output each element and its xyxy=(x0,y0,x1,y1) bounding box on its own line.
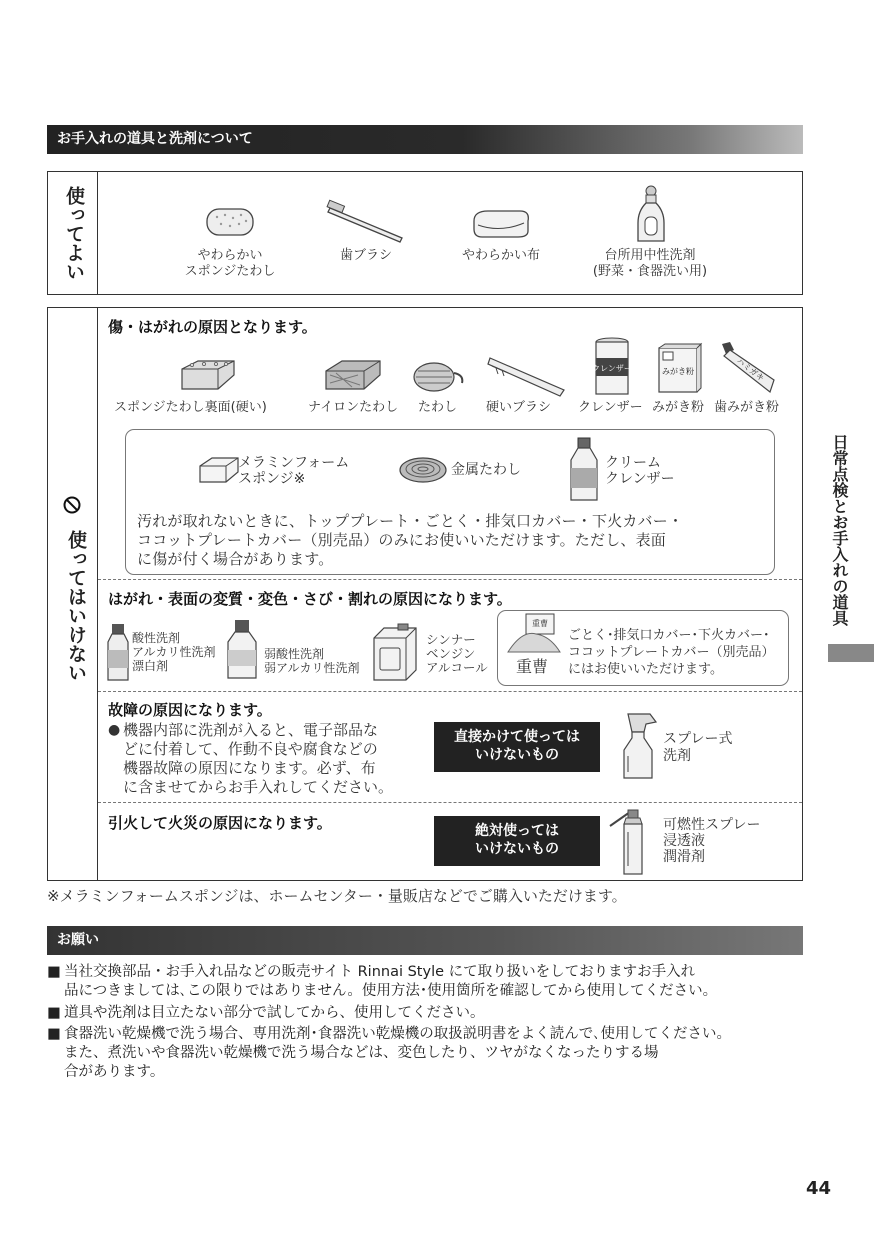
failure-warning-text: 機器内部に洗剤が入ると、電子部品な どに付着して、作動不良や腐食などの 機器故障の原因になります。必ず、布 に含ませてからお手入れしてください。 xyxy=(123,721,394,796)
baking-soda-pack-label: 重曹 xyxy=(532,619,548,628)
nylon-scrubber-icon xyxy=(322,357,384,393)
toothpaste-tube-label: ハミガキ xyxy=(734,356,766,384)
section-header: お手入れの道具と洗剤について xyxy=(47,125,803,154)
divider xyxy=(98,579,802,580)
ng-label: 使ってはいけない xyxy=(65,529,87,682)
cleanser-can-label: クレンザー xyxy=(592,364,632,373)
ng-item-label: ナイロンたわし xyxy=(308,400,399,415)
sponge-icon xyxy=(205,205,255,239)
flammable-items-label: 可燃性スプレー 浸透液 潤滑剤 xyxy=(663,817,761,865)
ng-item-label: 硬いブラシ xyxy=(486,400,552,415)
request-marker: ■ xyxy=(47,964,61,980)
aerosol-can-icon xyxy=(604,806,660,876)
baking-soda-note: ごとく･排気口カバー･下火カバー･ ココットプレートカバー（別売品） にはお使いいただけます。 xyxy=(568,628,775,677)
weak-acid-detergent-bottle-icon xyxy=(224,618,260,680)
polishing-powder-label: みがき粉 xyxy=(662,367,694,376)
melamine-sponge-icon xyxy=(198,456,240,484)
ok-item-label: 台所用中性洗剤 (野菜・食器洗い用) xyxy=(592,248,708,279)
ng-chemical-label: 酸性洗剤 アルカリ性洗剤 漂白剤 xyxy=(132,631,216,673)
footnote: ※メラミンフォームスポンジは、ホームセンター・量販店などでご購入いただけます。 xyxy=(47,887,627,905)
cream-cleanser-icon xyxy=(567,436,601,504)
ng-section-title: はがれ・表面の変質・変色・さび・割れの原因になります。 xyxy=(108,590,512,608)
thinner-can-icon xyxy=(370,624,422,682)
cloth-icon xyxy=(470,207,532,241)
scrubbing-brush-icon xyxy=(410,355,468,395)
sub-item-label: 金属たわし xyxy=(451,462,521,478)
divider xyxy=(98,802,802,803)
steel-wool-icon xyxy=(398,455,448,485)
ng-chemical-label: シンナー ベンジン アルコール xyxy=(426,632,488,675)
ng-chemical-label: 弱酸性洗剤 弱アルカリ性洗剤 xyxy=(264,647,360,675)
ng-section-title: 故障の原因になります。 xyxy=(108,701,272,719)
request-marker: ■ xyxy=(47,1005,61,1021)
side-chapter-tab: 日常点検とお手入れの道具 xyxy=(830,434,849,626)
hard-brush-icon xyxy=(486,354,566,398)
ng-section-title: 引火して火災の原因になります。 xyxy=(108,814,332,832)
ng-section-title: 傷・はがれの原因となります。 xyxy=(108,318,317,336)
ng-item-label: みがき粉 xyxy=(652,400,705,415)
toothbrush-icon xyxy=(326,200,406,245)
request-marker: ■ xyxy=(47,1026,61,1042)
sub-item-label: クリーム クレンザー xyxy=(605,455,675,487)
prohibited-icon xyxy=(63,496,81,514)
request-item: 道具や洗剤は目立たない部分で試してから、使用してください。 xyxy=(64,1005,485,1021)
side-tab-marker xyxy=(828,644,874,662)
toothpaste-tube-icon xyxy=(718,340,780,394)
spray-detergent-label: スプレー式 洗剤 xyxy=(663,731,733,764)
ng-item-label: クレンザー xyxy=(578,400,643,415)
no-direct-spray-badge: 直接かけて使っては いけないもの xyxy=(434,722,600,772)
baking-soda-label: 重曹 xyxy=(516,657,549,676)
ng-item-label: たわし xyxy=(418,400,458,415)
conditional-use-note: 汚れが取れないときに、トッププレート・ごとく・排気口カバー・下火カバー・ ココットプレートカバー（別売品）のみにお使いいただけます。ただし、表面 に傷が付く場合があります。 xyxy=(137,512,684,568)
ng-item-label: 歯みがき粉 xyxy=(714,400,780,415)
request-item: 当社交換部品・お手入れ品などの販売サイト Rinnai Style にて取り扱いをしておりますお手入れ 品につきましては､この限りではありません。使用方法･使用箇所を確認してから使用してください。 xyxy=(64,964,718,999)
acid-detergent-bottle-icon xyxy=(106,622,130,682)
ng-item-label: スポンジたわし裏面(硬い) xyxy=(114,400,267,415)
baking-soda-icon xyxy=(504,612,564,658)
divider xyxy=(98,691,802,692)
cleanser-can-icon xyxy=(592,336,632,398)
bullet-marker: ● xyxy=(108,722,121,738)
ok-item-label: 歯ブラシ xyxy=(339,248,392,263)
ok-item-label: やわらかい布 xyxy=(461,248,540,263)
detergent-bottle-icon xyxy=(634,183,668,245)
page-number: 44 xyxy=(806,1178,832,1199)
request-item: 食器洗い乾燥機で洗う場合、専用洗剤･食器洗い乾燥機の取扱説明書をよく読んで､使用してください。 また、煮洗いや食器洗い乾燥機で洗う場合などは、変色したり、ツヤがなくなったりする場 合があります。 xyxy=(64,1026,731,1080)
sub-item-label: メラミンフォーム スポンジ※ xyxy=(238,455,350,487)
ok-item-label: やわらかい スポンジたわし xyxy=(184,248,276,279)
hard-sponge-icon xyxy=(178,357,238,393)
polishing-powder-icon xyxy=(655,342,701,396)
request-header: お願い xyxy=(47,926,803,955)
spray-bottle-icon xyxy=(616,712,662,782)
ok-label: 使ってよい xyxy=(63,185,85,281)
never-use-badge: 絶対使っては いけないもの xyxy=(434,816,600,866)
